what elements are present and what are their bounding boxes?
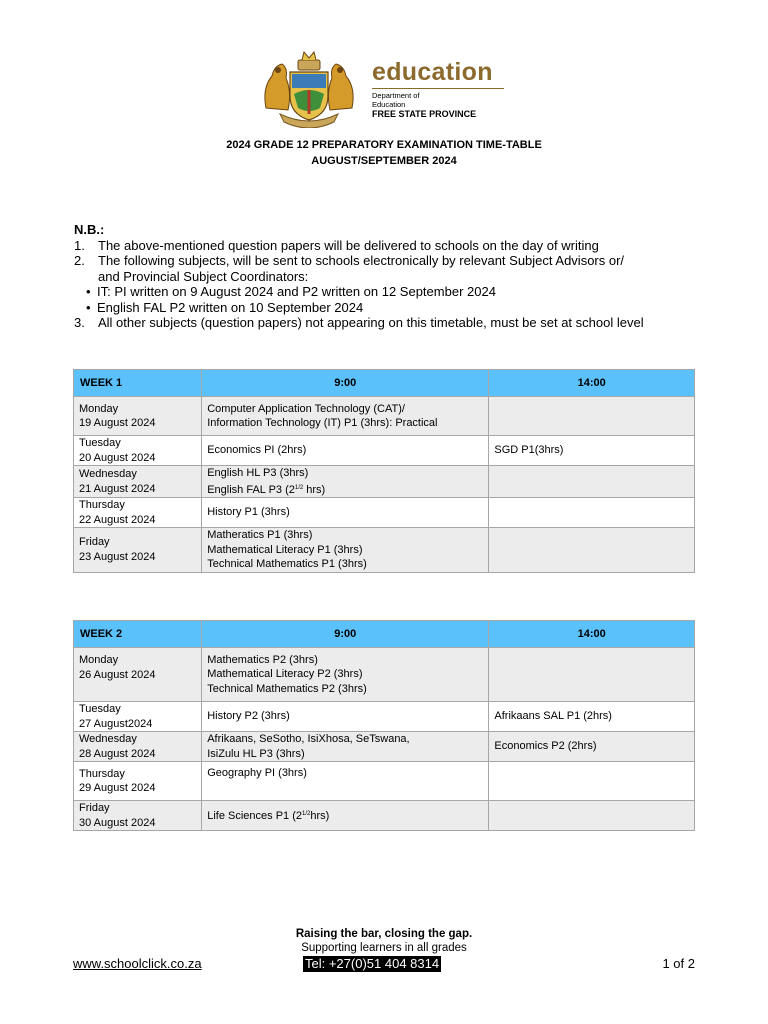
bullet-text: IT: PI written on 9 August 2024 and P2 written on 12 September 2024	[97, 284, 496, 299]
morning-cell	[202, 498, 489, 528]
brand-block	[372, 58, 504, 120]
table-row	[74, 762, 695, 801]
morning-cell	[202, 466, 489, 498]
fraction-superscript: 1/2	[294, 484, 304, 491]
day-date: 23 August 2024	[79, 550, 156, 563]
note-item-2-continued	[74, 269, 724, 285]
telephone-number: Tel: +27(0)51 404 8314	[305, 956, 440, 971]
note-text: All other subjects (question papers) not appearing on this timetable, must be set at school level	[98, 315, 644, 330]
afternoon-cell	[489, 648, 695, 702]
paper-text: Technical Mathematics P1 (3hrs)	[207, 558, 367, 570]
day-name: Tuesday	[79, 437, 121, 449]
afternoon-cell	[489, 498, 695, 528]
day-name: Friday	[79, 802, 110, 814]
document-subtitle: AUGUST/SEPTEMBER 2024	[311, 155, 457, 167]
day-cell	[74, 397, 202, 436]
afternoon-cell	[489, 436, 695, 466]
note-item-2	[74, 253, 724, 269]
note-text: The following subjects, will be sent to schools electronically by relevant Subject Advisors or/	[98, 253, 625, 268]
paper-text: Economics PI (2hrs)	[207, 444, 307, 457]
morning-header: 9:00	[202, 370, 489, 397]
week-2-timetable	[73, 620, 695, 831]
day-cell	[74, 466, 202, 498]
paper-text: Computer Application Technology (CAT)/	[207, 402, 405, 415]
bullet-icon: •	[86, 284, 91, 299]
paper-text: Matheratics P1 (3hrs)	[207, 529, 313, 541]
fraction-superscript: 1/2	[302, 811, 311, 818]
note-item-1	[74, 238, 724, 254]
day-date: 19 August 2024	[79, 417, 156, 429]
day-name: Wednesday	[79, 468, 137, 480]
bullet-text: English FAL P2 written on 10 September 2024	[97, 299, 364, 315]
table-header-row	[74, 370, 695, 397]
document-title: 2024 GRADE 12 PREPARATORY EXAMINATION TIME-TABLE	[226, 139, 542, 151]
table-row	[74, 498, 695, 528]
afternoon-cell	[489, 762, 695, 801]
afternoon-cell	[489, 466, 695, 498]
week-header: WEEK 2	[74, 621, 202, 648]
paper-text: SGD P1(3hrs)	[494, 444, 564, 457]
notes-section	[74, 222, 724, 331]
morning-cell	[202, 648, 489, 702]
note-number: 3.	[74, 315, 85, 330]
day-date: 22 August 2024	[79, 513, 156, 526]
day-cell	[74, 801, 202, 831]
note-bullet-1	[74, 284, 724, 300]
brand-line-3: FREE STATE PROVINCE	[372, 109, 477, 119]
morning-header: 9:00	[202, 621, 489, 648]
table-row	[74, 801, 695, 831]
morning-cell	[202, 801, 489, 831]
table-row	[74, 648, 695, 702]
afternoon-cell	[489, 397, 695, 436]
bullet-icon: •	[86, 299, 91, 315]
brand-word: education	[372, 58, 493, 86]
table-row	[74, 528, 695, 573]
afternoon-cell	[489, 732, 695, 762]
morning-cell	[202, 528, 489, 573]
day-date: 30 August 2024	[79, 816, 156, 829]
note-text: The above-mentioned question papers will be delivered to schools on the day of writing	[98, 237, 599, 253]
day-date: 26 August 2024	[79, 668, 156, 681]
coat-of-arms-icon	[258, 48, 360, 128]
note-text: and Provincial Subject Coordinators:	[98, 268, 309, 284]
table-row	[74, 397, 695, 436]
table-row	[74, 702, 695, 732]
note-number: 1.	[74, 237, 85, 253]
paper-text: Geography PI (3hrs)	[207, 767, 307, 779]
day-cell	[74, 528, 202, 573]
paper-text-part: Life Sciences P1 (2	[207, 810, 302, 823]
paper-text: History P1 (3hrs)	[207, 506, 290, 519]
paper-text: Technical Mathematics P2 (3hrs)	[207, 682, 367, 695]
paper-text: Mathematical Literacy P1 (3hrs)	[207, 543, 363, 556]
day-cell	[74, 436, 202, 466]
footer-slogan: Raising the bar, closing the gap.	[295, 928, 473, 940]
day-cell	[74, 732, 202, 762]
footer-tagline: Supporting learners in all grades	[301, 942, 467, 954]
table-row	[74, 732, 695, 762]
paper-text-part: English FAL P3 (2	[207, 483, 295, 496]
afternoon-header: 14:00	[489, 370, 695, 397]
afternoon-header: 14:00	[489, 621, 695, 648]
note-number: 2.	[74, 253, 85, 268]
paper-text-part: hrs)	[310, 810, 330, 823]
paper-text: History P2 (3hrs)	[207, 710, 290, 723]
week-header: WEEK 1	[74, 370, 202, 397]
brand-line-1: Department of	[372, 91, 420, 100]
day-date: 20 August 2024	[79, 451, 156, 464]
day-name: Thursday	[79, 499, 125, 511]
day-date: 27 August2024	[79, 717, 153, 730]
note-item-3	[74, 315, 724, 331]
table-header-row	[74, 621, 695, 648]
website-link[interactable]: www.schoolclick.co.za	[73, 956, 202, 971]
day-name: Wednesday	[79, 733, 137, 745]
paper-text: IsiZulu HL P3 (3hrs)	[207, 747, 305, 760]
week-1-timetable	[73, 369, 695, 573]
morning-cell	[202, 702, 489, 732]
spacer	[79, 682, 196, 696]
afternoon-cell	[489, 801, 695, 831]
paper-text	[207, 807, 483, 824]
day-name: Tuesday	[79, 703, 121, 715]
table-row	[74, 466, 695, 498]
day-date: 28 August 2024	[79, 747, 156, 760]
day-cell	[74, 702, 202, 732]
day-cell	[74, 498, 202, 528]
paper-text: English HL P3 (3hrs)	[207, 467, 309, 479]
morning-cell	[202, 732, 489, 762]
paper-text-part: hrs)	[303, 483, 326, 496]
paper-text	[207, 481, 483, 498]
day-name: Thursday	[79, 767, 125, 780]
paper-text: Mathematics P2 (3hrs)	[207, 653, 318, 666]
day-name: Friday	[79, 536, 110, 549]
table-row	[74, 436, 695, 466]
note-bullet-2	[74, 300, 724, 316]
department-logo	[258, 48, 508, 128]
morning-cell	[202, 397, 489, 436]
paper-text: Economics P2 (2hrs)	[494, 740, 597, 753]
paper-text: Mathematical Literacy P2 (3hrs)	[207, 668, 363, 681]
brand-rule	[372, 88, 504, 89]
afternoon-cell	[489, 528, 695, 573]
day-date: 21 August 2024	[79, 482, 156, 495]
morning-cell	[202, 436, 489, 466]
afternoon-cell	[489, 702, 695, 732]
page-number: 1 of 2	[662, 956, 695, 971]
paper-text: Afrikaans SAL P1 (2hrs)	[494, 710, 612, 723]
morning-cell	[202, 762, 489, 801]
day-date: 29 August 2024	[79, 782, 156, 794]
day-name: Monday	[79, 654, 119, 666]
day-name: Monday	[79, 402, 119, 415]
notes-heading: N.B.:	[74, 222, 105, 237]
paper-text: Information Technology (IT) P1 (3hrs): Practical	[207, 417, 438, 429]
paper-text: Afrikaans, SeSotho, IsiXhosa, SeTswana,	[207, 733, 410, 745]
brand-line-2: Education	[372, 99, 406, 109]
day-cell	[74, 762, 202, 801]
day-cell	[74, 648, 202, 702]
